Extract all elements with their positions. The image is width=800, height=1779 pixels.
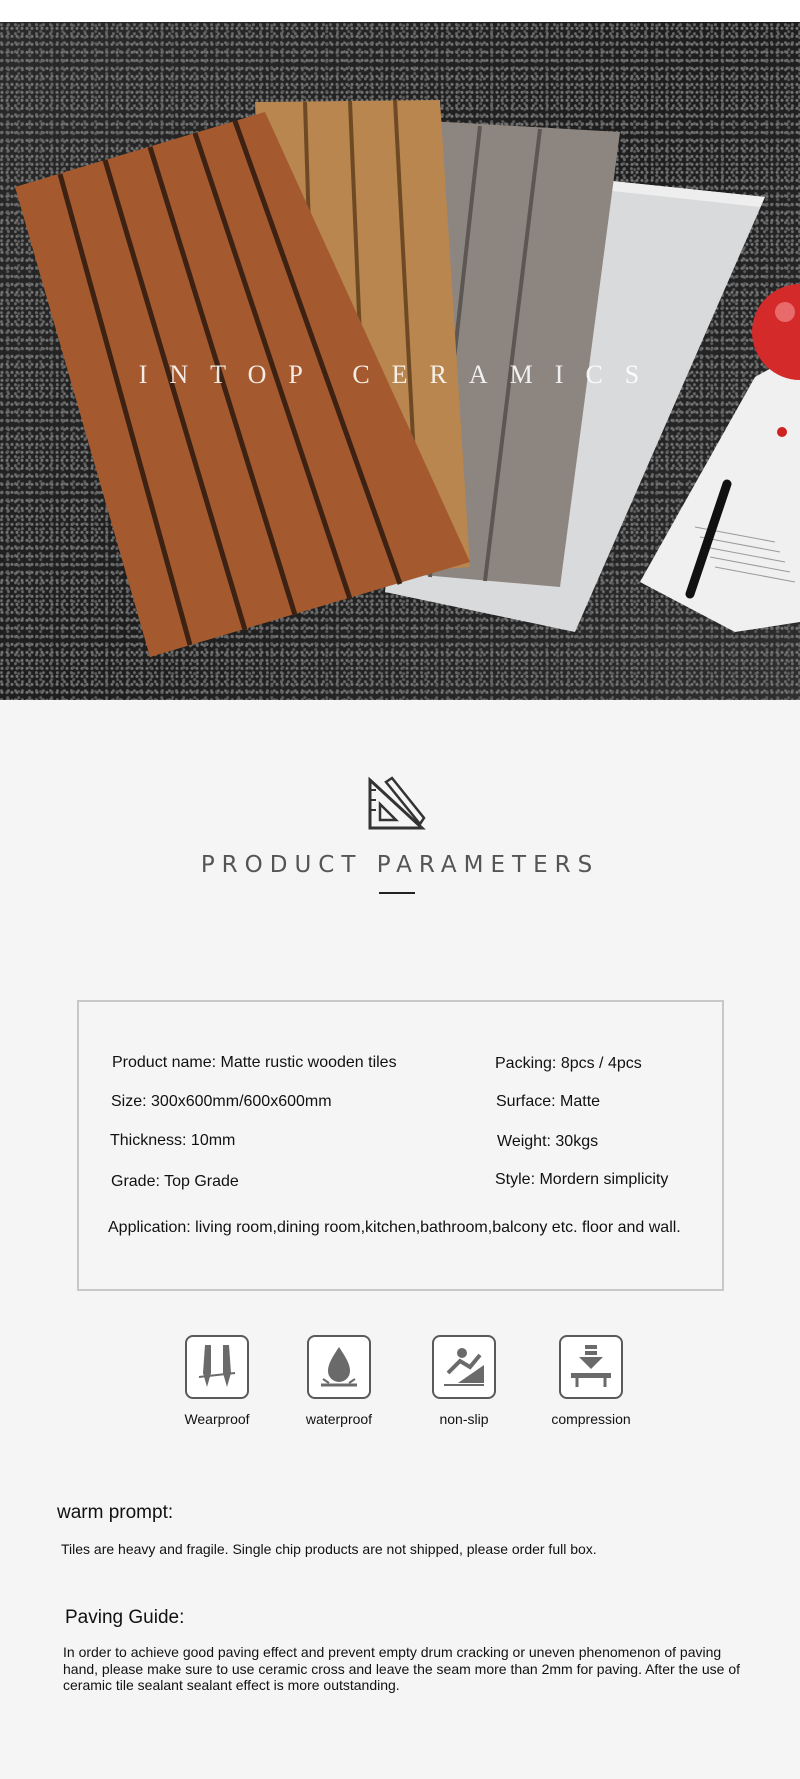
feature-label: non-slip [439,1411,489,1427]
product-parameters-heading: PRODUCT PARAMETERS [200,852,600,878]
spec-grade: Grade: Top Grade [111,1173,239,1190]
spec-product-name: Product name: Matte rustic wooden tiles [112,1054,397,1071]
feature-label: waterproof [305,1411,373,1427]
wearproof-icon [185,1335,249,1399]
top-margin [0,0,800,22]
feature-wearproof [162,1335,272,1427]
spec-application: Application: living room,dining room,kitchen,bathroom,balcony etc. floor and wall. [108,1219,681,1236]
waterproof-icon [307,1335,371,1399]
hero-banner [0,22,800,700]
feature-non-slip [409,1335,519,1427]
paving-guide-text: In order to achieve good paving effect and prevent empty drum cracking or uneven phenomenon of paving hand, please make sure to use ceramic cross and leave the seam more than 2mm for paving. After the use of ceramic tile sealant sealant effect is more outstanding. [63,1644,741,1693]
brand-title: INTOP CERAMICS [138,360,662,389]
feature-waterproof [284,1335,394,1427]
warm-prompt-heading: warm prompt: [57,1502,174,1523]
warm-prompt-text: Tiles are heavy and fragile. Single chip products are not shipped, please order full box. [61,1541,597,1557]
spec-surface: Surface: Matte [496,1093,601,1110]
non-slip-icon [432,1335,496,1399]
spec-thickness: Thickness: 10mm [110,1132,236,1149]
compression-icon [559,1335,623,1399]
heading-underline [379,892,415,894]
spec-weight: Weight: 30kgs [497,1133,599,1150]
feature-label: Wearproof [184,1411,250,1427]
spec-packing: Packing: 8pcs / 4pcs [495,1055,642,1072]
spec-size: Size: 300x600mm/600x600mm [111,1093,332,1110]
triangle-ruler-icon [366,776,426,832]
paving-guide-heading: Paving Guide: [65,1607,185,1628]
feature-label: compression [551,1411,631,1427]
spec-style: Style: Mordern simplicity [495,1171,669,1188]
feature-compression [536,1335,646,1427]
